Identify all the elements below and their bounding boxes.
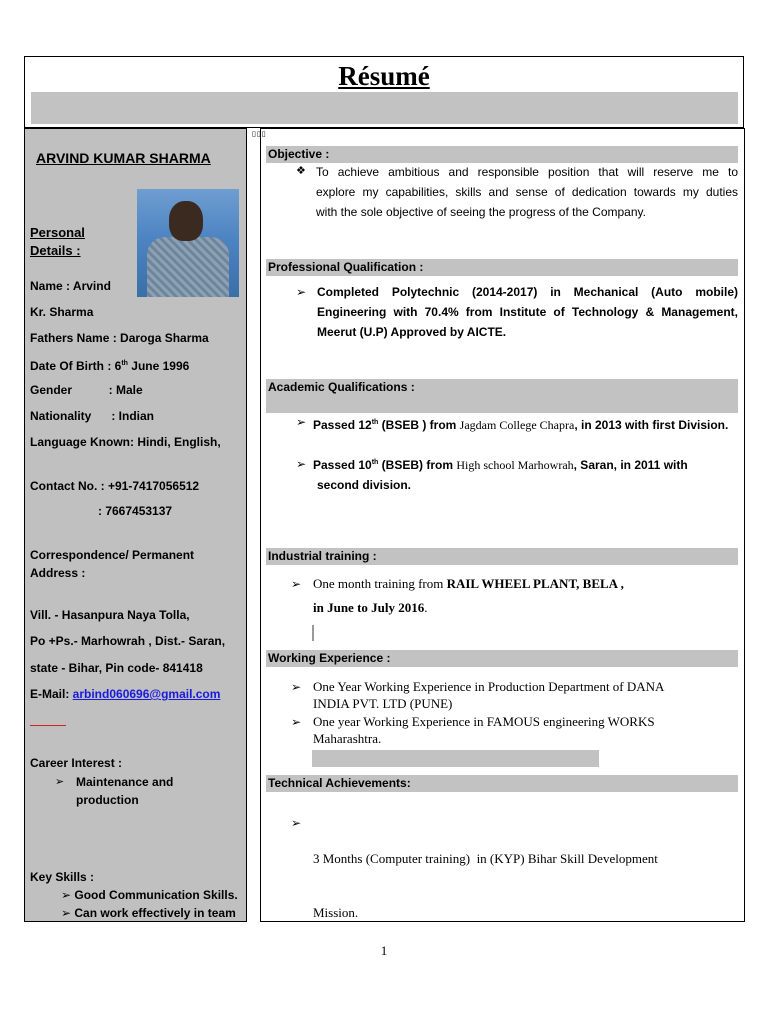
address-heading-line-2: Address :: [30, 566, 86, 580]
email-row: [30, 686, 220, 702]
fathers-name: Fathers Name : Daroga Sharma: [30, 331, 209, 345]
key-skills-heading: Key Skills :: [30, 870, 95, 884]
name-line-2: Kr. Sharma: [30, 305, 94, 319]
industrial-a: One month training from: [313, 576, 447, 591]
working-1b: INDIA PVT. LTD (PUNE): [313, 696, 453, 711]
photo-face-shape: [169, 201, 203, 241]
address-heading-line-1: Correspondence/ Permanent: [30, 548, 195, 562]
objective-line: explore my capabilities, skills and sense of dedication towards my duties: [316, 185, 738, 199]
academic-2a: Passed 10: [313, 458, 372, 472]
working-2b: Maharashtra.: [313, 731, 382, 746]
dob-sup: th: [121, 360, 128, 367]
red-divider: [30, 725, 66, 726]
address-line-1: Vill. - Hasanpura Naya Tolla,: [30, 608, 190, 622]
address-line-2: Po +Ps.- Marhowrah , Dist.- Saran,: [30, 634, 226, 648]
address-line-3: state - Bihar, Pin code- 841418: [30, 661, 203, 675]
industrial-d: .: [424, 600, 428, 615]
academic-1-sup: th: [371, 419, 379, 426]
professional-line: Completed Polytechnic (2014-2017) in Mechanical (Auto mobile): [317, 285, 738, 299]
academic-2b: (BSEB) from: [378, 458, 457, 472]
career-interest-line-1: Maintenance and: [76, 775, 174, 789]
professional-line: Engineering with 70.4% from Institute of Technology & Management,: [317, 305, 738, 319]
objective-line: To achieve ambitious and responsible position that will reserve me to: [316, 165, 738, 179]
arrow-bullet-icon: ➢: [291, 816, 302, 830]
shaded-blank-line: [312, 750, 599, 767]
personal-details-heading: [30, 224, 85, 260]
personal-heading-line-2: Details :: [30, 243, 81, 258]
objective-text: [316, 162, 738, 222]
academic-item-12th: [313, 413, 738, 435]
name-line-1: Name : Arvind: [30, 279, 111, 293]
academic-1a: Passed 12: [313, 418, 372, 432]
arrow-bullet-icon: ➢: [291, 715, 302, 729]
professional-line: Meerut (U.P) Approved by AICTE.: [317, 325, 507, 339]
working-2a: One year Working Experience in FAMOUS engineering WORKS: [313, 714, 655, 729]
working-1a: One Year Working Experience in Production Department of DANA: [313, 679, 665, 694]
placeholder-glyphs: ▯▯▯: [252, 131, 267, 138]
arrow-bullet-icon: ➢: [296, 457, 307, 471]
academic-2-sup: th: [371, 459, 379, 466]
working-experience-heading: Working Experience :: [266, 650, 738, 667]
profile-photo: [137, 189, 239, 297]
text-cursor-mark: [312, 625, 314, 641]
candidate-name: ARVIND KUMAR SHARMA: [36, 150, 211, 166]
diamond-bullet-icon: ❖: [296, 165, 306, 177]
contact-number-2: : 7667453137: [98, 504, 173, 518]
personal-heading-line-1: Personal: [30, 225, 85, 240]
career-interest-line-2: production: [76, 793, 139, 807]
date-of-birth: [30, 356, 189, 374]
industrial-line-2: [313, 598, 428, 618]
industrial-line-1: [313, 574, 624, 594]
arrow-bullet-icon: ➢: [291, 680, 302, 694]
technical-achievements-heading: Technical Achievements:: [266, 775, 738, 792]
title-band: [31, 92, 738, 124]
academic-2-line-1: [313, 453, 738, 475]
technical-1a: 3 Months (Computer training) in (KYP) Bihar Skill Development: [313, 851, 658, 866]
industrial-training-heading: Industrial training :: [266, 548, 738, 565]
arrow-bullet-icon: ➢: [291, 577, 302, 591]
page-number: 1: [380, 943, 388, 958]
industrial-b: RAIL WHEEL PLANT, BELA ,: [446, 576, 624, 591]
career-arrow-icon: ➢: [55, 776, 65, 788]
language-known: Language Known: Hindi, English,: [30, 435, 221, 449]
email-link[interactable]: arbind060696@gmail.com: [72, 687, 221, 701]
objective-heading: Objective :: [266, 146, 738, 163]
gender: Gender : Male: [30, 383, 143, 397]
working-item-2: [313, 713, 655, 747]
dob-prefix: Date Of Birth : 6: [30, 359, 122, 373]
academic-2d: , Saran, in 2011 with: [573, 458, 688, 472]
professional-qualification-text: [317, 282, 738, 342]
main-content-frame: [260, 128, 745, 922]
photo-shirt-shape: [147, 237, 229, 297]
technical-1b: Mission.: [313, 905, 359, 920]
dob-suffix: June 1996: [127, 359, 190, 373]
arrow-bullet-icon: ➢: [296, 285, 307, 299]
industrial-c: in June to July 2016: [313, 600, 425, 615]
academic-1c: Jagdam College Chapra: [459, 418, 575, 432]
resume-title: Résumé: [338, 61, 430, 91]
working-item-1: [313, 678, 664, 712]
professional-qualification-heading: Professional Qualification :: [266, 259, 738, 276]
objective-line: with the sole objective of seeing the progress of the Company.: [316, 205, 646, 219]
key-skill-item: ➢ Can work effectively in team: [61, 906, 236, 920]
arrow-bullet-icon: ➢: [296, 415, 307, 429]
academic-item-10th: [313, 453, 738, 495]
nationality: Nationality : Indian: [30, 409, 155, 423]
key-skill-item: ➢ Good Communication Skills.: [61, 888, 238, 902]
academic-2e: second division.: [317, 478, 412, 492]
academic-1b: (BSEB ) from: [378, 418, 460, 432]
academic-1d: , in 2013 with first Division.: [574, 418, 729, 432]
email-label: E-Mail:: [30, 687, 73, 701]
career-interest-heading: Career Interest :: [30, 756, 123, 770]
contact-number-1: Contact No. : +91-7417056512: [30, 479, 200, 493]
academic-2c: High school Marhowrah: [456, 458, 574, 472]
technical-item-1: [313, 814, 658, 940]
academic-qualifications-heading: Academic Qualifications :: [266, 379, 738, 413]
